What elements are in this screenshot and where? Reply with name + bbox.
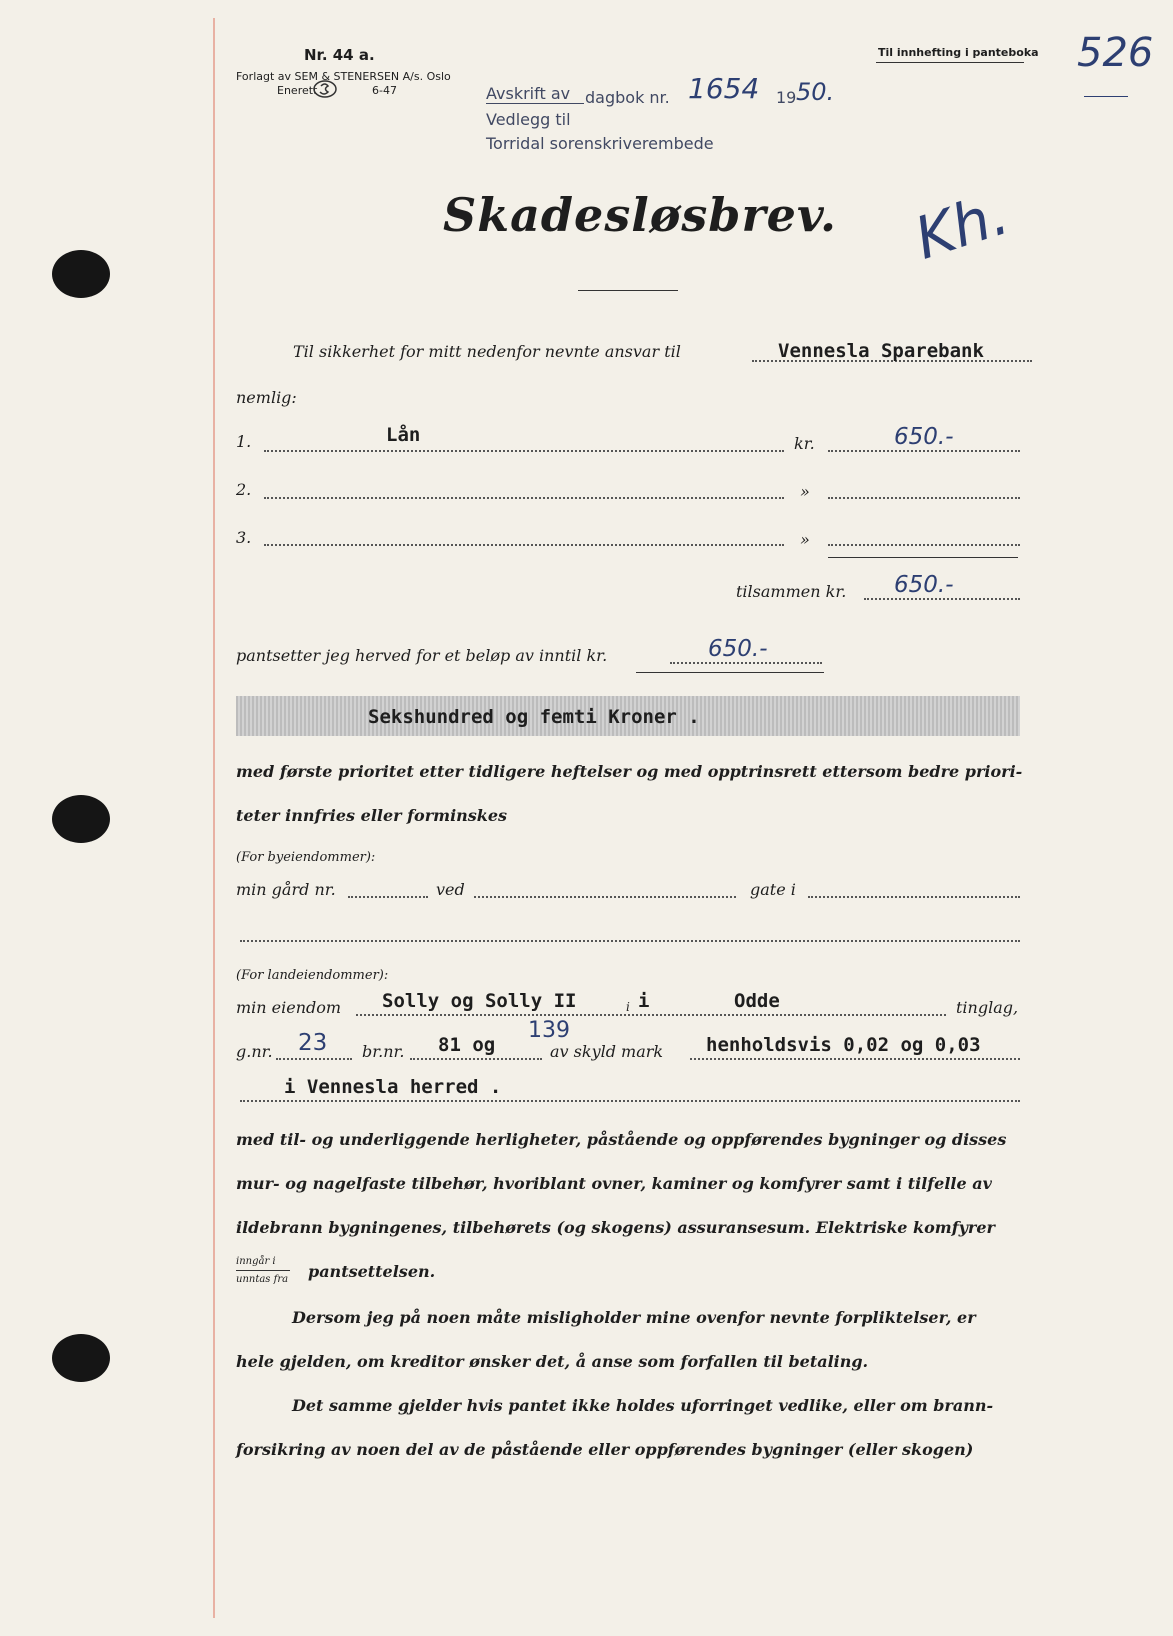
stamp-avskrift: Avskrift av (486, 84, 571, 103)
obligation-1-amount: 650.- (894, 424, 954, 450)
obligation-2-amount-dots (828, 497, 1020, 499)
rural-parish-i: i (638, 990, 650, 1012)
body-p3-line2: forsikring av noen del av de påstående eller oppførendes bygninger (eller skogen) (236, 1440, 974, 1459)
punch-hole-middle (52, 795, 110, 843)
city-ved-label: ved (436, 880, 465, 899)
margin-line (213, 18, 215, 1618)
city-gard-label: min gård nr. (236, 880, 336, 899)
obligation-3-amount-dots (828, 544, 1020, 546)
stamp-year-prefix: 19 (776, 88, 797, 107)
page-number-underline (1084, 96, 1128, 97)
punch-hole-bottom (52, 1334, 110, 1382)
obligation-3-dots (264, 544, 784, 546)
stamp-strike (486, 103, 584, 104)
creditor-label: Til sikkerhet for mitt nedenfor nevnte ansvar til (293, 342, 681, 361)
stamp-dagbok: dagbok nr. (585, 88, 670, 107)
rural-municipality-value: i Vennesla herred . (284, 1076, 502, 1098)
obligation-2-num: 2. (236, 480, 252, 499)
title-rule (578, 290, 678, 291)
option-unntas: unntas fra (236, 1274, 289, 1285)
option-divider (236, 1270, 290, 1271)
body-p2-line2: hele gjelden, om kreditor ønsker det, å anse som forfallen til betaling. (236, 1352, 869, 1371)
rural-i-label: i (626, 1000, 630, 1014)
pledge-underline (636, 672, 824, 673)
creditor-value: Vennesla Sparebank (778, 340, 984, 362)
stamp-vedlegg: Vedlegg til (486, 110, 571, 129)
obligation-1-amount-dots (828, 450, 1020, 452)
priority-line-2: teter innfries eller forminskes (236, 806, 508, 825)
obligation-2-ditto: » (800, 482, 810, 501)
total-dots (864, 598, 1020, 600)
body-p3-line1: Det samme gjelder hvis pantet ikke holdes uforringet vedlike, eller om brann- (292, 1396, 994, 1415)
body-p1-line3: ildebrann bygningenes, tilbehørets (og skogens) assuransesum. Elektriske komfyrer (236, 1218, 995, 1237)
pledge-value: 650.- (708, 636, 768, 662)
publisher-code: 6-47 (372, 84, 397, 97)
obligation-1-currency: kr. (794, 434, 815, 453)
body-p2-line1: Dersom jeg på noen måte misligholder mine ovenfor nevnte forpliktelser, er (292, 1308, 976, 1327)
stamp-office: Torridal sorenskriverembede (486, 134, 714, 153)
pledge-dots (670, 662, 822, 664)
city-extra-dots (240, 940, 1020, 942)
rural-tinglag-label: tinglag, (956, 998, 1019, 1017)
obligation-1-dots (264, 450, 784, 452)
top-right-underline (876, 62, 1024, 63)
total-value: 650.- (894, 572, 954, 598)
city-gate-label: gate i (750, 880, 796, 899)
body-p1-line4: pantsettelsen. (308, 1262, 436, 1281)
rural-brnr-value2: 139 (528, 1018, 570, 1043)
city-ved-dots (474, 896, 736, 898)
publisher-logo-icon (312, 79, 338, 99)
rural-property-heading: (For landeiendommer): (236, 968, 389, 983)
form-number: Nr. 44 a. (304, 46, 375, 64)
city-gate-dots (808, 896, 1020, 898)
rural-parish-value: Odde (734, 990, 780, 1012)
rural-brnr-label: br.nr. (362, 1042, 405, 1061)
publisher-line: Forlagt av SEM & STENERSEN A/s. Oslo (236, 70, 451, 83)
rural-gnr-label: g.nr. (236, 1042, 273, 1061)
publisher-enerett: Enerett (277, 84, 318, 97)
pledge-label: pantsetter jeg herved for et beløp av inntil kr. (236, 646, 608, 665)
obligations-sum-rule (828, 557, 1018, 558)
rural-skyld-dots (690, 1058, 1020, 1060)
rural-municipality-dots (240, 1100, 1020, 1102)
page-number: 526 (1077, 30, 1154, 76)
rural-brnr-value: 81 og (438, 1034, 496, 1056)
rural-eiendom-value: Solly og Solly II (382, 990, 577, 1012)
punch-hole-top (52, 250, 110, 298)
dagbok-number: 1654 (688, 72, 760, 105)
dagbok-year: 50. (796, 78, 835, 106)
rural-skyld-value: henholdsvis 0,02 og 0,03 (706, 1034, 981, 1056)
obligation-1-desc: Lån (386, 424, 421, 446)
obligation-3-num: 3. (236, 528, 252, 547)
city-property-heading: (For byeiendommer): (236, 850, 376, 865)
document-title: Skadesløsbrev. (443, 188, 838, 242)
initials-signature: Kh. (906, 179, 1017, 273)
rural-gnr-value: 23 (298, 1030, 328, 1056)
rural-gnr-dots (276, 1058, 352, 1060)
priority-line-1: med første prioritet etter tidligere heftelser og med opptrinsrett ettersom bedre priori- (236, 762, 1023, 781)
obligation-3-ditto: » (800, 530, 810, 549)
city-gard-dots (348, 896, 428, 898)
rural-eiendom-label: min eiendom (236, 998, 342, 1017)
body-p1-line2: mur- og nagelfaste tilbehør, hvoriblant ovner, kaminer og komfyrer samt i tilfelle av (236, 1174, 992, 1193)
obligation-2-dots (264, 497, 784, 499)
rural-eiendom-dots (356, 1014, 946, 1016)
amount-in-words: Sekshundred og femti Kroner . (368, 706, 700, 728)
total-label: tilsammen kr. (736, 582, 847, 601)
rural-skyld-label: av skyld mark (550, 1042, 664, 1061)
rural-brnr-dots (410, 1058, 542, 1060)
obligation-1-num: 1. (236, 432, 252, 451)
top-right-label: Til innhefting i panteboka (878, 46, 1039, 59)
obligations-label: nemlig: (236, 388, 297, 407)
option-inngar: inngår i (236, 1256, 276, 1267)
body-p1-line1: med til- og underliggende herligheter, påstående og oppførendes bygninger og disses (236, 1130, 1007, 1149)
